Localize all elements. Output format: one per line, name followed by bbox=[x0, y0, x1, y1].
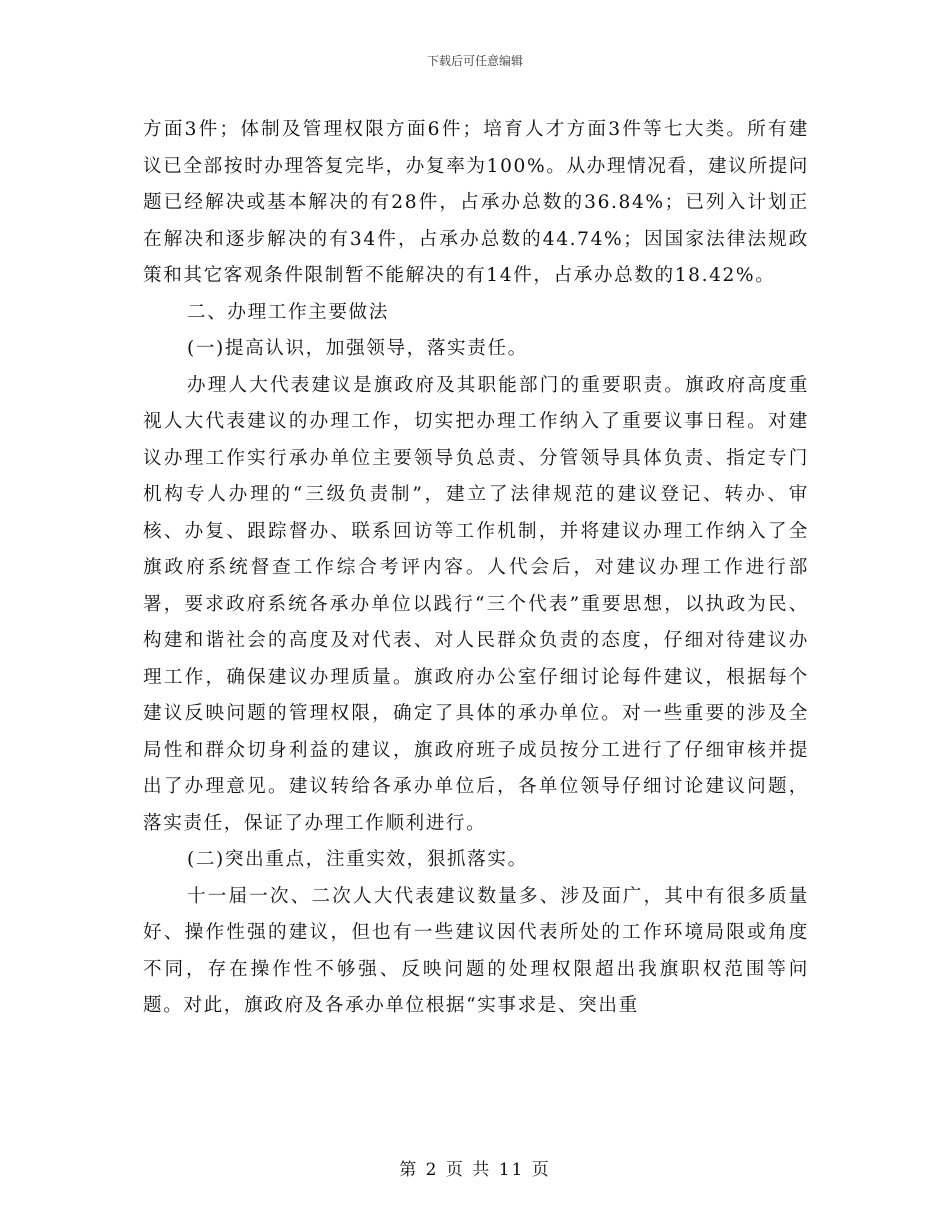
paragraph-key-points: 十一届一次、二次人大代表建议数量多、涉及面广，其中有很多质量好、操作性强的建议，但也有一些建议因代表所处的工作环境局限或角度不同，存在操作性不够强、反映问题的处理权限超出我旗职权范围等问题。对此，旗政府及各承办单位根据“实事求是、突出重 bbox=[143, 885, 809, 1016]
document-body bbox=[143, 112, 809, 1025]
paragraph-statistics: 方面3件；体制及管理权限方面6件；培育人才方面3件等七大类。所有建议已全部按时办理答复完毕，办复率为100%。从办理情况看，建议所提问题已经解决或基本解决的有28件，占承办总数的36.84%；已列入计划正在解决和逐步解决的有34件，占承办总数的44.74%；因国家法律法规政策和其它客观条件限制暂不能解决的有14件，占承办总数的18.42%。 bbox=[143, 119, 809, 286]
subsection-heading-2: (二)突出重点，注重实效，狠抓落实。 bbox=[187, 849, 528, 870]
paragraph-responsibility: 办理人大代表建议是旗政府及其职能部门的重要职责。旗政府高度重视人大代表建议的办理工作，切实把办理工作纳入了重要议事日程。对建议办理工作实行承办单位主要领导负总责、分管领导具体负责、指定专门机构专人办理的“三级负责制”，建立了法律规范的建议登记、转办、审核、办复、跟踪督办、联系回访等工作机制，并将建议办理工作纳入了全旗政府系统督查工作综合考评内容。人代会后，对建议办理工作进行部署，要求政府系统各承办单位以践行“三个代表”重要思想，以执政为民、构建和谐社会的高度及对代表、对人民群众负责的态度，仔细对待建议办理工作，确保建议办理质量。旗政府办公室仔细讨论每件建议，根据每个建议反映问题的管理权限，确定了具体的承办单位。对一些重要的涉及全局性和群众切身利益的建议，旗政府班子成员按分工进行了仔细审核并提出了办理意见。建议转给各承办单位后，各单位领导仔细讨论建议问题，落实责任，保证了办理工作顺利进行。 bbox=[143, 374, 809, 834]
section-heading-main-practices: 二、办理工作主要做法 bbox=[187, 301, 389, 323]
page-footer: 第 2 页 共 11 页 bbox=[399, 1160, 551, 1180]
page-header: 下载后可任意编辑 bbox=[426, 54, 523, 68]
subsection-heading-1: (一)提高认识，加强领导，落实责任。 bbox=[187, 338, 528, 359]
